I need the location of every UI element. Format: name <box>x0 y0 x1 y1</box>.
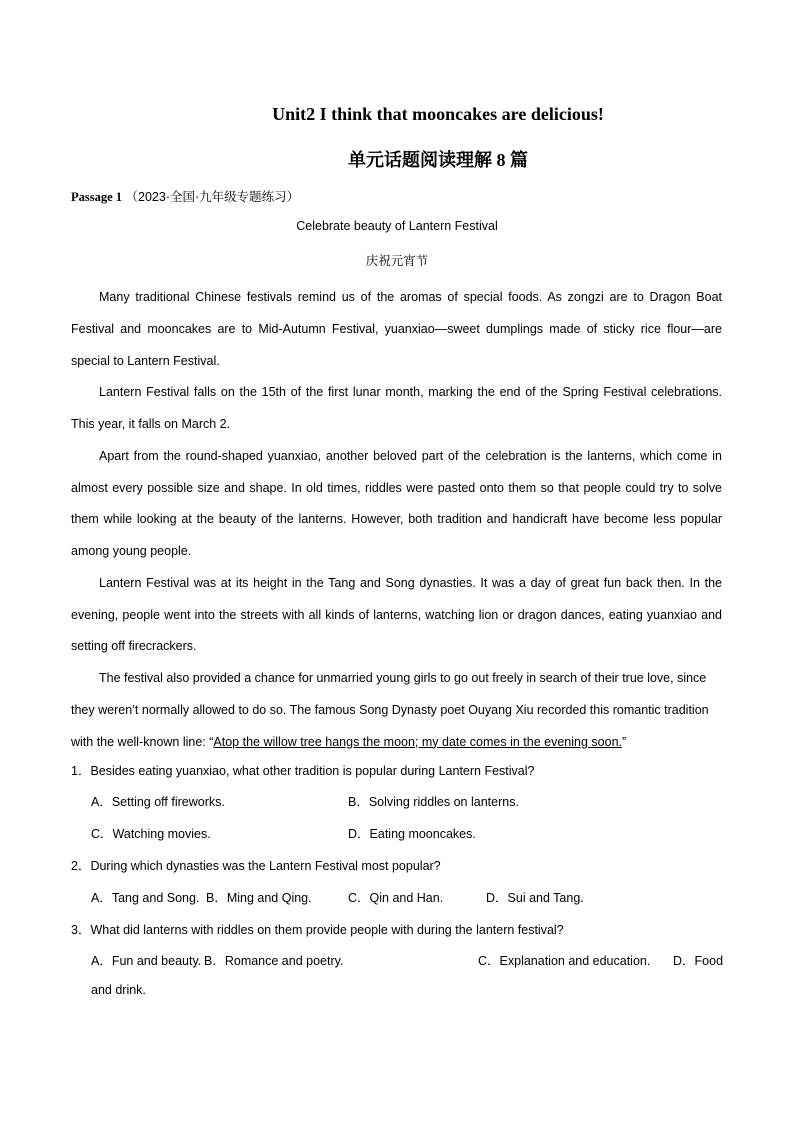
question-1-option-a[interactable]: A．Setting off fireworks. <box>91 795 225 809</box>
question-3-option-d-continued: and drink. <box>91 983 146 997</box>
paragraph-text: The festival also provided a chance for unmarried young girls to go out freely in search of their true love, since they weren’t normally allowed to do so. The famous Song Dynasty poet Ouyang Xiu recorded this romantic tradition with the well-known line: “ <box>71 671 709 749</box>
paragraph-last <box>71 663 722 758</box>
paragraph: Lantern Festival falls on the 15th of the first lunar month, marking the end of the Spring Festival celebrations. This year, it falls on March 2. <box>71 385 722 431</box>
unit-title: Unit2 I think that mooncakes are delicious! <box>272 104 604 124</box>
question-1-stem: 1．Besides eating yuanxiao, what other tradition is popular during Lantern Festival? <box>71 764 535 778</box>
question-1-option-b[interactable]: B．Solving riddles on lanterns. <box>348 795 519 809</box>
paragraph: Apart from the round-shaped yuanxiao, another beloved part of the celebration is the lanterns, which come in almost every possible size and shape. In old times, riddles were pasted onto them so that people could try to solve them while looking at the beauty of the lanterns. However, both tradition and handicraft have become less popular among young people. <box>71 448 722 558</box>
question-2-option-b[interactable]: B．Ming and Qing. <box>206 891 312 905</box>
question-2-stem: 2．During which dynasties was the Lantern Festival most popular? <box>71 859 441 873</box>
passage-title-cn: 庆祝元宵节 <box>365 254 429 268</box>
paragraph: Lantern Festival was at its height in the Tang and Song dynasties. It was a day of great fun back then. In the evening, people went into the streets with all kinds of lanterns, watching lion or dragon dances, eating yuanxiao and setting off firecrackers. <box>71 575 722 654</box>
passage-body <box>71 282 722 758</box>
paragraph: Many traditional Chinese festivals remind us of the aromas of special foods. As zongzi are to Dragon Boat Festival and mooncakes are to Mid-Autumn Festival, yuanxiao—sweet dumplings made of sticky rice flour—are special to Lantern Festival. <box>71 290 722 368</box>
question-2-option-a[interactable]: A．Tang and Song. <box>91 891 200 905</box>
question-1-option-d[interactable]: D．Eating mooncakes. <box>348 827 476 841</box>
question-3-option-c[interactable]: C．Explanation and education. <box>478 954 651 968</box>
passage-title-en: Celebrate beauty of Lantern Festival <box>296 219 498 233</box>
passage-label: Passage 1 <box>71 190 123 204</box>
section-title: 单元话题阅读理解 8 篇 <box>348 150 528 170</box>
passage-header <box>71 187 299 205</box>
question-3-stem: 3．What did lanterns with riddles on them provide people with during the lantern festival? <box>71 923 564 937</box>
closing-quote: ” <box>622 734 627 749</box>
question-3-option-a[interactable]: A．Fun and beauty. <box>91 954 202 968</box>
question-2-option-d[interactable]: D．Sui and Tang. <box>486 891 584 905</box>
question-3-option-b[interactable]: B．Romance and poetry. <box>204 954 344 968</box>
question-2-option-c[interactable]: C．Qin and Han. <box>348 891 444 905</box>
question-1-option-c[interactable]: C．Watching movies. <box>91 827 211 841</box>
question-3-option-d[interactable]: D．Food <box>673 954 724 968</box>
underlined-quote: Atop the willow tree hangs the moon; my date comes in the evening soon. <box>213 734 622 749</box>
passage-source: （2023·全国·九年级专题练习） <box>125 190 300 204</box>
